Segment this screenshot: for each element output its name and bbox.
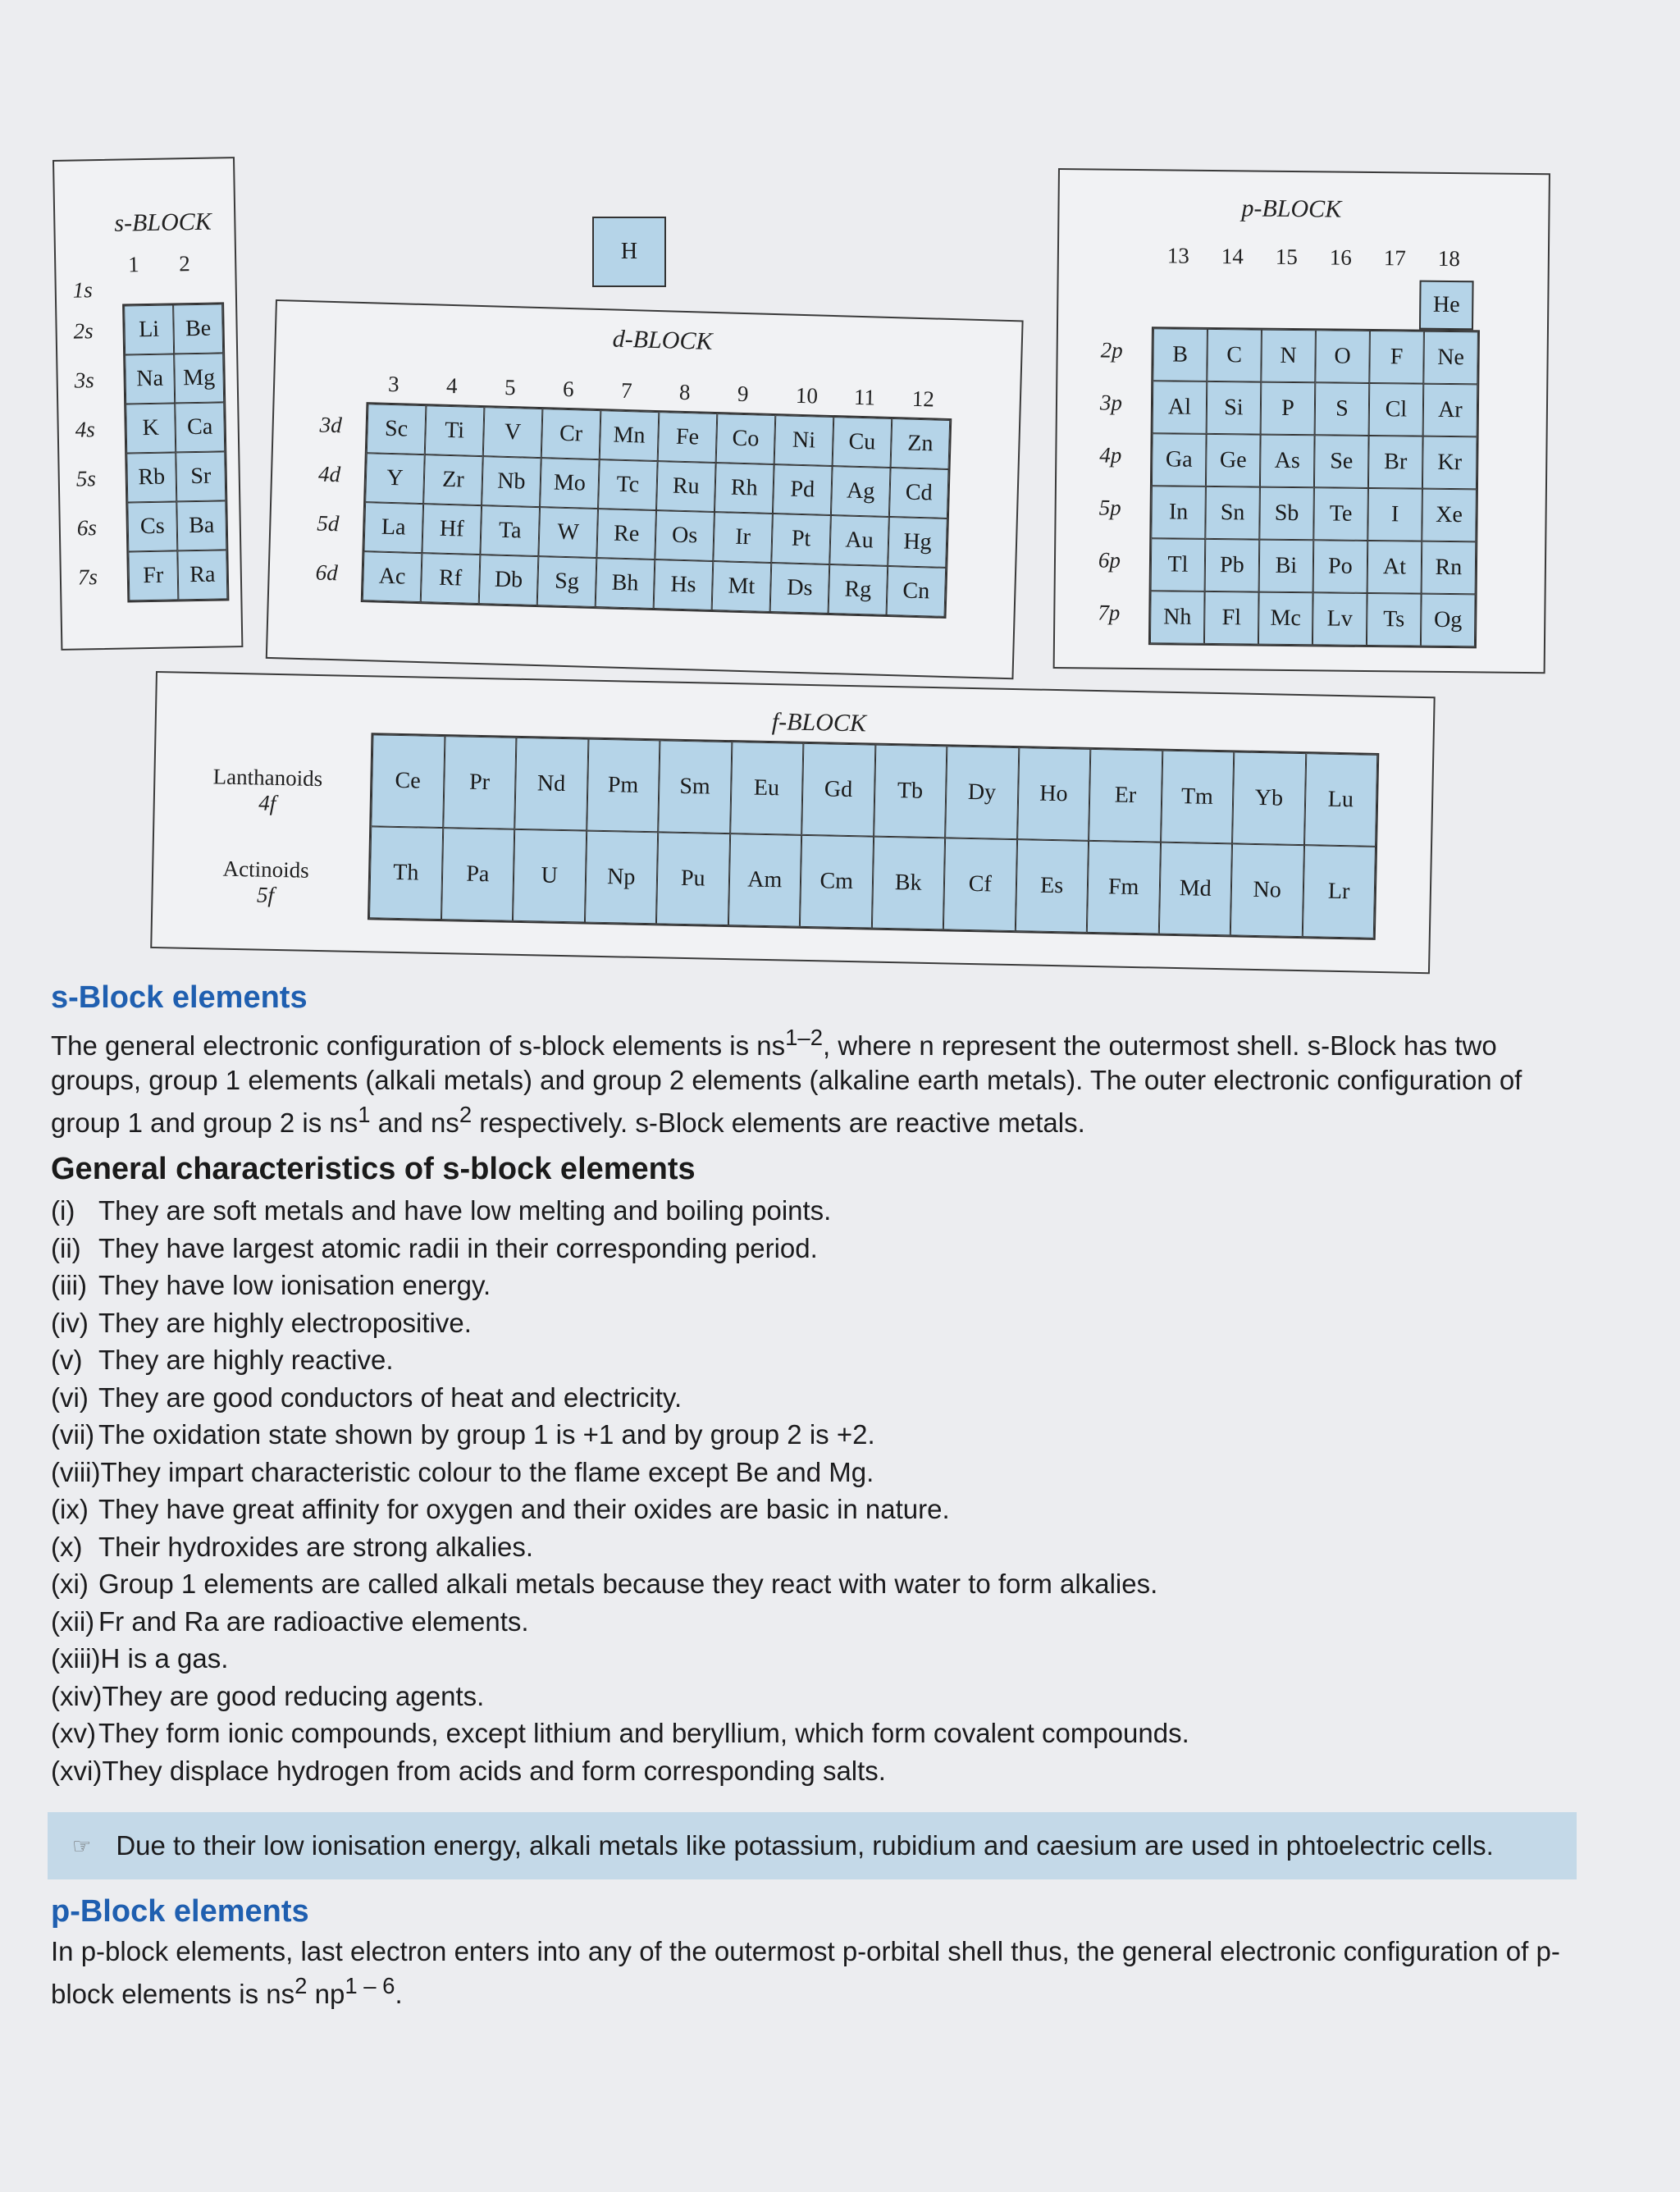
- element-mt[interactable]: Mt: [712, 561, 772, 612]
- list-item-number: (vi): [51, 1381, 89, 1413]
- list-item-text: H is a gas.: [100, 1643, 229, 1674]
- element-re[interactable]: Re: [596, 509, 656, 559]
- element-pa[interactable]: Pa: [441, 828, 514, 921]
- element-tb[interactable]: Tb: [874, 745, 947, 838]
- shell-6d: 6d: [315, 559, 339, 586]
- list-item: [51, 1454, 1577, 1491]
- element-ar[interactable]: Ar: [1423, 384, 1478, 437]
- s-shell-1s: 1s: [72, 277, 94, 303]
- note-box: [48, 1812, 1577, 1879]
- characteristics-list: [51, 1192, 1577, 1789]
- shell-5s: 5s: [75, 466, 97, 491]
- list-item-number: (v): [51, 1345, 83, 1375]
- element-rb[interactable]: Rb: [126, 452, 176, 502]
- p-block-title-text: p-BLOCK: [1241, 194, 1342, 223]
- group-11: 11: [853, 384, 876, 410]
- list-item: [51, 1341, 1577, 1379]
- characteristics-heading: General characteristics of s-block elements: [51, 1152, 696, 1186]
- list-item: [51, 1715, 1577, 1752]
- group-18: 18: [1437, 245, 1461, 272]
- element-v[interactable]: V: [483, 407, 543, 458]
- list-item-number: (ix): [51, 1494, 89, 1524]
- s-para-part-2: , where n represent the outermost shell. s-Block has two groups, group 1 elements (alkali metals) and group 2 elements (alkaline earth metals). The outer electronic configuration of group 1 and group 2 is ns: [51, 1030, 1522, 1138]
- group-4: 4: [445, 372, 459, 399]
- lanthanoids-shell: 4f: [258, 790, 276, 815]
- element-ba[interactable]: Ba: [176, 500, 226, 550]
- element-cn[interactable]: Cn: [887, 566, 947, 617]
- list-item-text: Group 1 elements are called alkali metals because they react with water to form alkalies.: [98, 1569, 1158, 1599]
- lanthanoids-text: Lanthanoids: [212, 764, 323, 792]
- element-lv[interactable]: Lv: [1312, 592, 1367, 646]
- list-item: [51, 1379, 1577, 1417]
- element-pu[interactable]: Pu: [656, 832, 730, 925]
- element-gd[interactable]: Gd: [801, 743, 875, 837]
- element-cl[interactable]: Cl: [1369, 383, 1424, 436]
- list-item-text: They displace hydrogen from acids and form corresponding salts.: [102, 1755, 886, 1786]
- element-li[interactable]: Li: [124, 304, 174, 354]
- list-item: [51, 1678, 1577, 1715]
- list-item-number: (viii): [51, 1456, 101, 1487]
- element-ni[interactable]: Ni: [774, 415, 834, 466]
- f-block-title-text: f-BLOCK: [771, 708, 867, 738]
- element-bi[interactable]: Bi: [1259, 540, 1314, 593]
- group-12: 12: [911, 386, 935, 412]
- list-item-text: Fr and Ra are radioactive elements.: [98, 1605, 529, 1637]
- element-y[interactable]: Y: [365, 453, 425, 504]
- element-cd[interactable]: Cd: [889, 468, 949, 518]
- element-nh[interactable]: Nh: [1150, 591, 1205, 644]
- element-c[interactable]: C: [1207, 329, 1262, 382]
- s-para-part-3: and ns: [370, 1107, 459, 1138]
- s-block-grid: [122, 302, 229, 602]
- element-ta[interactable]: Ta: [480, 505, 540, 556]
- list-item: [51, 1565, 1577, 1603]
- p-para-part-2: np: [307, 1979, 345, 2009]
- element-th[interactable]: Th: [369, 826, 443, 920]
- element-fm[interactable]: Fm: [1087, 841, 1161, 934]
- shell-5p: 5p: [1098, 495, 1121, 520]
- element-he[interactable]: He: [1419, 281, 1474, 331]
- shell-6p: 6p: [1098, 547, 1121, 573]
- element-at[interactable]: At: [1367, 541, 1422, 594]
- actinoids-text: Actinoids: [222, 856, 309, 883]
- s-group-2: 2: [178, 251, 190, 276]
- element-ts[interactable]: Ts: [1367, 593, 1422, 646]
- list-item-number: (xii): [51, 1605, 95, 1637]
- list-item-text: They form ionic compounds, except lithium and beryllium, which form covalent compounds.: [98, 1718, 1189, 1748]
- element-cm[interactable]: Cm: [800, 835, 874, 929]
- list-item-text: They have largest atomic radii in their corresponding period.: [98, 1232, 818, 1263]
- shell-3s: 3s: [74, 368, 94, 393]
- element-f[interactable]: F: [1369, 331, 1424, 384]
- element-k[interactable]: K: [126, 403, 176, 453]
- list-item-number: (i): [51, 1195, 75, 1226]
- element-la[interactable]: La: [363, 502, 423, 553]
- element-sr[interactable]: Sr: [176, 451, 226, 501]
- p-para-sup-1: 2: [294, 1973, 308, 1998]
- p-block-title: [1241, 194, 1341, 223]
- element-o[interactable]: O: [1315, 330, 1370, 383]
- element-ir[interactable]: Ir: [713, 512, 773, 563]
- group-3: 3: [387, 371, 400, 397]
- element-yb[interactable]: Yb: [1232, 751, 1306, 845]
- element-xe[interactable]: Xe: [1422, 489, 1477, 542]
- shell-7s: 7s: [77, 564, 98, 590]
- p-para-part-3: .: [395, 1979, 403, 2009]
- shell-4s: 4s: [75, 417, 96, 442]
- shell-2p: 2p: [1100, 337, 1123, 363]
- group-17: 17: [1383, 245, 1407, 271]
- element-sn[interactable]: Sn: [1205, 486, 1260, 540]
- element-fl[interactable]: Fl: [1204, 591, 1259, 645]
- element-lr[interactable]: Lr: [1302, 845, 1376, 938]
- element-ac[interactable]: Ac: [363, 551, 422, 602]
- element-ho[interactable]: Ho: [1017, 747, 1091, 841]
- group-9: 9: [737, 381, 749, 407]
- group-7: 7: [620, 377, 632, 404]
- s-block-panel: [52, 157, 243, 651]
- element-al[interactable]: Al: [1153, 381, 1208, 434]
- pointing-hand-icon: ☞: [72, 1833, 92, 1858]
- element-ga[interactable]: Ga: [1152, 433, 1207, 486]
- list-item-number: (xi): [51, 1569, 89, 1599]
- list-item: [51, 1230, 1577, 1267]
- list-item-number: (vii): [51, 1419, 95, 1450]
- element-sb[interactable]: Sb: [1259, 487, 1314, 541]
- element-ce[interactable]: Ce: [371, 734, 445, 828]
- element-kr[interactable]: Kr: [1422, 436, 1477, 490]
- element-ds[interactable]: Ds: [770, 563, 830, 614]
- s-para-sup-1: 1–2: [785, 1025, 824, 1050]
- element-be[interactable]: Be: [173, 304, 223, 354]
- list-item-number: (iv): [51, 1307, 89, 1338]
- text-content: [51, 980, 1577, 2012]
- element-er[interactable]: Er: [1089, 749, 1162, 843]
- d-block-title: [612, 325, 713, 355]
- element-zn[interactable]: Zn: [891, 418, 951, 469]
- element-ru[interactable]: Ru: [656, 461, 716, 512]
- list-item-number: (xiv): [51, 1680, 103, 1711]
- lanthanoids-label: [197, 764, 337, 817]
- element-sc[interactable]: Sc: [367, 404, 427, 454]
- s-block-paragraph: [51, 1021, 1577, 1140]
- p-block-grid: [1148, 327, 1480, 648]
- p-block-paragraph: [51, 1934, 1577, 2012]
- s-para-part-4: respectively. s-Block elements are reactive metals.: [472, 1107, 1085, 1138]
- element-tl[interactable]: Tl: [1151, 538, 1206, 591]
- list-item-number: (xvi): [51, 1755, 103, 1786]
- element-cs[interactable]: Cs: [127, 501, 177, 551]
- element-pd[interactable]: Pd: [773, 464, 833, 515]
- element-cf[interactable]: Cf: [943, 838, 1017, 931]
- group-8: 8: [678, 379, 691, 405]
- shell-4p: 4p: [1099, 442, 1122, 468]
- element-eu[interactable]: Eu: [730, 742, 804, 835]
- f-block-title: [772, 708, 867, 738]
- element-mc[interactable]: Mc: [1258, 592, 1313, 646]
- list-item: [51, 1603, 1577, 1641]
- element-hs[interactable]: Hs: [654, 559, 714, 610]
- element-tc[interactable]: Tc: [598, 459, 658, 510]
- element-mo[interactable]: Mo: [540, 458, 600, 509]
- list-item: [51, 1491, 1577, 1528]
- element-ti[interactable]: Ti: [425, 405, 485, 456]
- element-hg[interactable]: Hg: [888, 517, 947, 568]
- s-block-title-text: s-BLOCK: [114, 208, 212, 237]
- shell-6s: 6s: [76, 515, 98, 541]
- p-para-sup-2: 1 – 6: [345, 1973, 395, 1998]
- element-sm[interactable]: Sm: [658, 740, 732, 833]
- element-db[interactable]: Db: [479, 555, 539, 605]
- list-item: [51, 1192, 1577, 1230]
- group-5: 5: [504, 374, 517, 400]
- group-15: 15: [1275, 244, 1299, 270]
- element-np[interactable]: Np: [584, 831, 658, 925]
- shell-2s: 2s: [73, 318, 94, 344]
- f-block-grid: [368, 733, 1379, 940]
- s-para-sup-2: 1: [358, 1102, 371, 1127]
- element-mn[interactable]: Mn: [600, 410, 660, 461]
- shell-7p: 7p: [1098, 600, 1121, 625]
- element-as[interactable]: As: [1260, 435, 1315, 488]
- element-no[interactable]: No: [1230, 843, 1304, 937]
- list-item-number: (x): [51, 1531, 83, 1562]
- element-i[interactable]: I: [1367, 488, 1422, 541]
- list-item-text: They impart characteristic colour to the flame except Be and Mg.: [100, 1456, 874, 1487]
- element-nb[interactable]: Nb: [482, 456, 541, 507]
- element-rh[interactable]: Rh: [714, 463, 774, 514]
- list-item-number: (ii): [51, 1232, 81, 1263]
- element-cu[interactable]: Cu: [833, 417, 892, 468]
- element-sg[interactable]: Sg: [537, 556, 597, 607]
- element-si[interactable]: Si: [1207, 381, 1262, 435]
- d-block-panel: [266, 299, 1024, 679]
- list-item: [51, 1640, 1577, 1678]
- s-group-1: 1: [127, 252, 139, 277]
- element-w[interactable]: W: [538, 507, 598, 558]
- list-item-text: They are soft metals and have low melting and boiling points.: [98, 1195, 832, 1226]
- element-lu[interactable]: Lu: [1304, 753, 1378, 847]
- list-item-text: They are highly reactive.: [98, 1345, 394, 1375]
- list-item-text: They are highly electropositive.: [98, 1307, 472, 1338]
- d-block-title-text: d-BLOCK: [612, 325, 713, 355]
- list-item-text: They have low ionisation energy.: [98, 1270, 491, 1300]
- list-item-text: They are good conductors of heat and electricity.: [98, 1381, 682, 1413]
- group-16: 16: [1329, 244, 1353, 270]
- element-tm[interactable]: Tm: [1161, 751, 1235, 844]
- p-block-panel: [1053, 168, 1550, 674]
- element-am[interactable]: Am: [728, 833, 801, 927]
- element-og[interactable]: Og: [1421, 594, 1476, 647]
- actinoids-label: [195, 856, 336, 909]
- shell-3d: 3d: [319, 412, 343, 438]
- element-mg[interactable]: Mg: [174, 353, 224, 403]
- element-zr[interactable]: Zr: [423, 454, 483, 505]
- element-dy[interactable]: Dy: [945, 746, 1019, 839]
- element-te[interactable]: Te: [1313, 487, 1368, 541]
- element-na[interactable]: Na: [125, 354, 175, 404]
- element-nd[interactable]: Nd: [514, 738, 588, 831]
- element-br[interactable]: Br: [1368, 436, 1423, 489]
- element-es[interactable]: Es: [1015, 839, 1089, 933]
- group-6: 6: [562, 376, 575, 402]
- shell-5d: 5d: [316, 510, 340, 537]
- list-item-text: They have great affinity for oxygen and their oxides are basic in nature.: [98, 1494, 950, 1524]
- element-ge[interactable]: Ge: [1206, 434, 1261, 487]
- element-bh[interactable]: Bh: [596, 558, 655, 609]
- element-md[interactable]: Md: [1158, 843, 1232, 936]
- d-block-grid: [361, 402, 952, 619]
- element-pt[interactable]: Pt: [771, 514, 831, 564]
- element-rn[interactable]: Rn: [1422, 541, 1477, 595]
- element-hf[interactable]: Hf: [422, 504, 482, 555]
- p-block-heading: p-Block elements: [51, 1894, 309, 1929]
- element-pr[interactable]: Pr: [443, 736, 517, 829]
- list-item: [51, 1304, 1577, 1342]
- element-b[interactable]: B: [1153, 328, 1208, 381]
- group-10: 10: [795, 382, 819, 409]
- element-bk[interactable]: Bk: [871, 837, 945, 930]
- element-pb[interactable]: Pb: [1205, 539, 1260, 592]
- list-item: [51, 1416, 1577, 1454]
- element-rg[interactable]: Rg: [829, 564, 888, 615]
- list-item-number: (iii): [51, 1270, 87, 1300]
- element-po[interactable]: Po: [1313, 540, 1368, 593]
- element-s[interactable]: S: [1315, 382, 1370, 436]
- element-p[interactable]: P: [1261, 382, 1316, 436]
- element-in[interactable]: In: [1151, 486, 1206, 539]
- element-co[interactable]: Co: [716, 413, 776, 464]
- element-h[interactable]: H: [592, 217, 666, 287]
- list-item-number: (xiii): [51, 1643, 101, 1674]
- element-u[interactable]: U: [513, 829, 587, 923]
- s-block-title: [114, 208, 212, 238]
- s-block-heading: s-Block elements: [51, 980, 308, 1015]
- list-item-number: (xv): [51, 1718, 96, 1748]
- s-para-part-1: The general electronic configuration of s-block elements is ns: [51, 1030, 786, 1061]
- element-fr[interactable]: Fr: [128, 550, 178, 601]
- list-item-text: Their hydroxides are strong alkalies.: [98, 1531, 534, 1562]
- group-14: 14: [1221, 244, 1244, 269]
- element-rf[interactable]: Rf: [421, 553, 481, 604]
- group-13: 13: [1166, 243, 1190, 268]
- p-para-part-1: In p-block elements, last electron enters into any of the outermost p-orbital shell thus, the general electronic configuration of p-block elements is ns: [51, 1936, 1560, 2009]
- element-ca[interactable]: Ca: [175, 402, 225, 452]
- list-item-text: The oxidation state shown by group 1 is +1 and by group 2 is +2.: [98, 1419, 875, 1450]
- element-ra[interactable]: Ra: [177, 550, 227, 600]
- element-ne[interactable]: Ne: [1423, 331, 1478, 385]
- element-se[interactable]: Se: [1314, 435, 1369, 488]
- s-para-sup-3: 2: [459, 1102, 472, 1127]
- list-item-text: They are good reducing agents.: [102, 1680, 485, 1711]
- f-block-panel: [150, 671, 1435, 974]
- element-os[interactable]: Os: [655, 510, 714, 561]
- element-cr[interactable]: Cr: [541, 409, 601, 459]
- element-ag[interactable]: Ag: [831, 466, 891, 517]
- list-item: [51, 1267, 1577, 1304]
- list-item: [51, 1528, 1577, 1566]
- list-item: [51, 1752, 1577, 1790]
- shell-3p: 3p: [1099, 390, 1123, 415]
- note-text: Due to their low ionisation energy, alkali metals like potassium, rubidium and caesium are used in phtoelectric cells.: [116, 1830, 1494, 1861]
- actinoids-shell: 5f: [256, 882, 275, 907]
- shell-4d: 4d: [317, 461, 341, 487]
- element-fe[interactable]: Fe: [658, 412, 718, 463]
- element-pm[interactable]: Pm: [587, 739, 660, 833]
- element-au[interactable]: Au: [829, 515, 889, 566]
- element-n[interactable]: N: [1261, 330, 1316, 383]
